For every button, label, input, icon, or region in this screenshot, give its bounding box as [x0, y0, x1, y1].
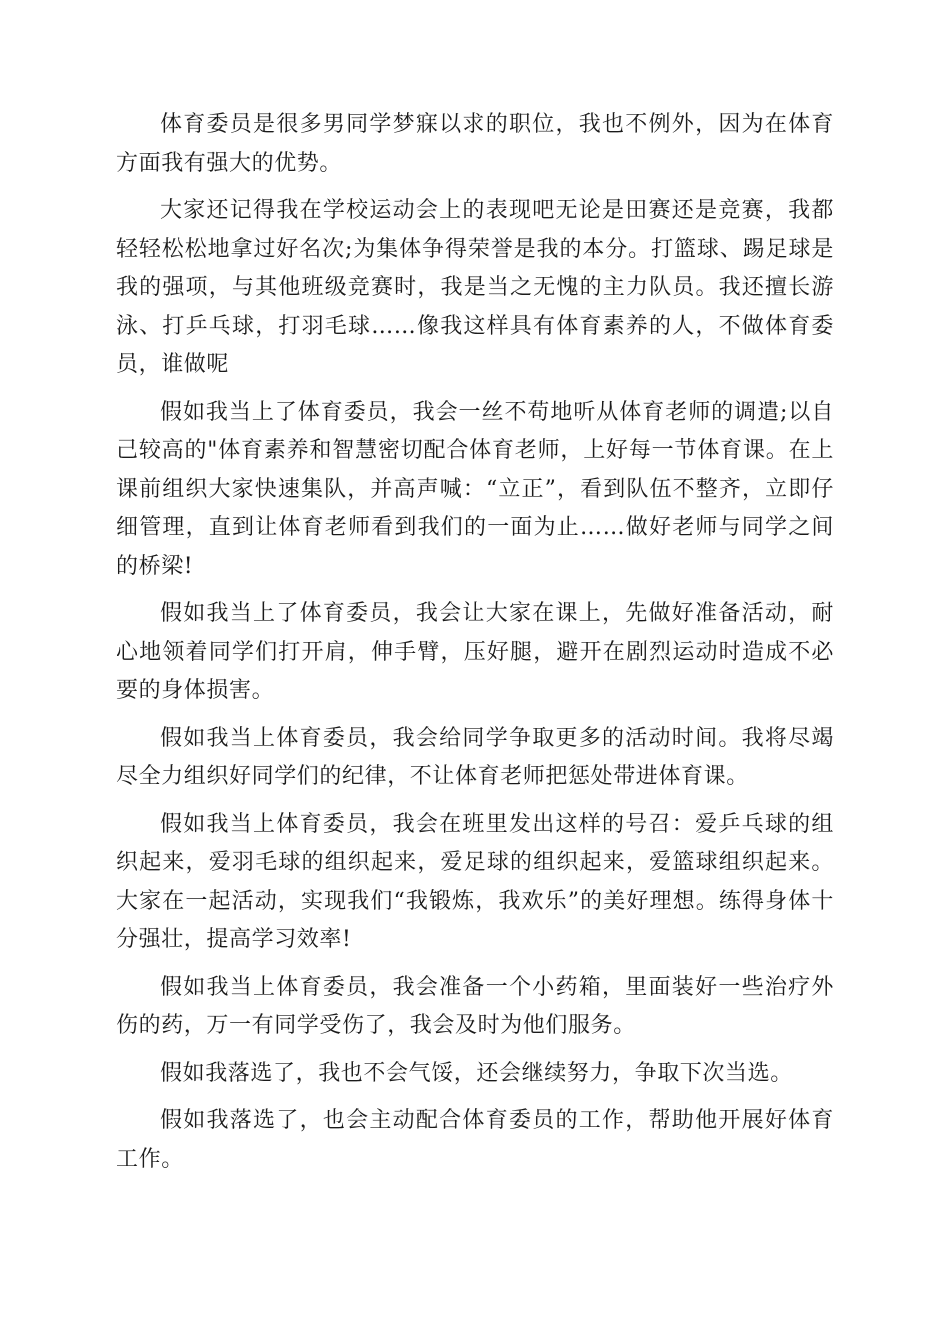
- paragraph-2: 大家还记得我在学校运动会上的表现吧无论是田赛还是竞赛，我都轻轻松松地拿过好名次;为集体争得荣誉是我的本分。打篮球、踢足球是我的强项，与其他班级竞赛时，我是当之无愧的主力队员。我还擅长游泳、打乒乓球，打羽毛球……像我这样具有体育素养的人，不做体育委员，谁做呢: [116, 198, 834, 377]
- paragraph-9: 假如我落选了，也会主动配合体育委员的工作，帮助他开展好体育工作。: [116, 1108, 834, 1172]
- paragraph-8: 假如我落选了，我也不会气馁，还会继续努力，争取下次当选。: [160, 1060, 793, 1086]
- paragraph-4: 假如我当上了体育委员，我会让大家在课上，先做好准备活动，耐心地领着同学们打开肩，伸手臂，压好腿，避开在剧烈运动时造成不必要的身体损害。: [116, 601, 834, 703]
- paragraph-3: 假如我当上了体育委员，我会一丝不苟地听从体育老师的调遣;以自己较高的"体育素养和智慧密切配合体育老师，上好每一节体育课。在上课前组织大家快速集队，并高声喊：“立正”，看到队伍不整齐，立即仔细管理，直到让体育老师看到我们的一面为止……做好老师与同学之间的桥梁!: [116, 399, 834, 579]
- document-body: [116, 106, 834, 1188]
- paragraph-1: 体育委员是很多男同学梦寐以求的职位，我也不例外，因为在体育方面我有强大的优势。: [116, 112, 834, 176]
- paragraph-6: 假如我当上体育委员，我会在班里发出这样的号召：爱乒乓球的组织起来，爱羽毛球的组织起来，爱足球的组织起来，爱篮球组织起来。大家在一起活动，实现我们“我锻炼，我欢乐”的美好理想。练得身体十分强壮，提高学习效率!: [116, 811, 834, 952]
- paragraph-5: 假如我当上体育委员，我会给同学争取更多的活动时间。我将尽竭尽全力组织好同学们的纪律，不让体育老师把惩处带进体育课。: [116, 725, 834, 789]
- paragraph-7: 假如我当上体育委员，我会准备一个小药箱，里面装好一些治疗外伤的药，万一有同学受伤了，我会及时为他们服务。: [116, 974, 834, 1038]
